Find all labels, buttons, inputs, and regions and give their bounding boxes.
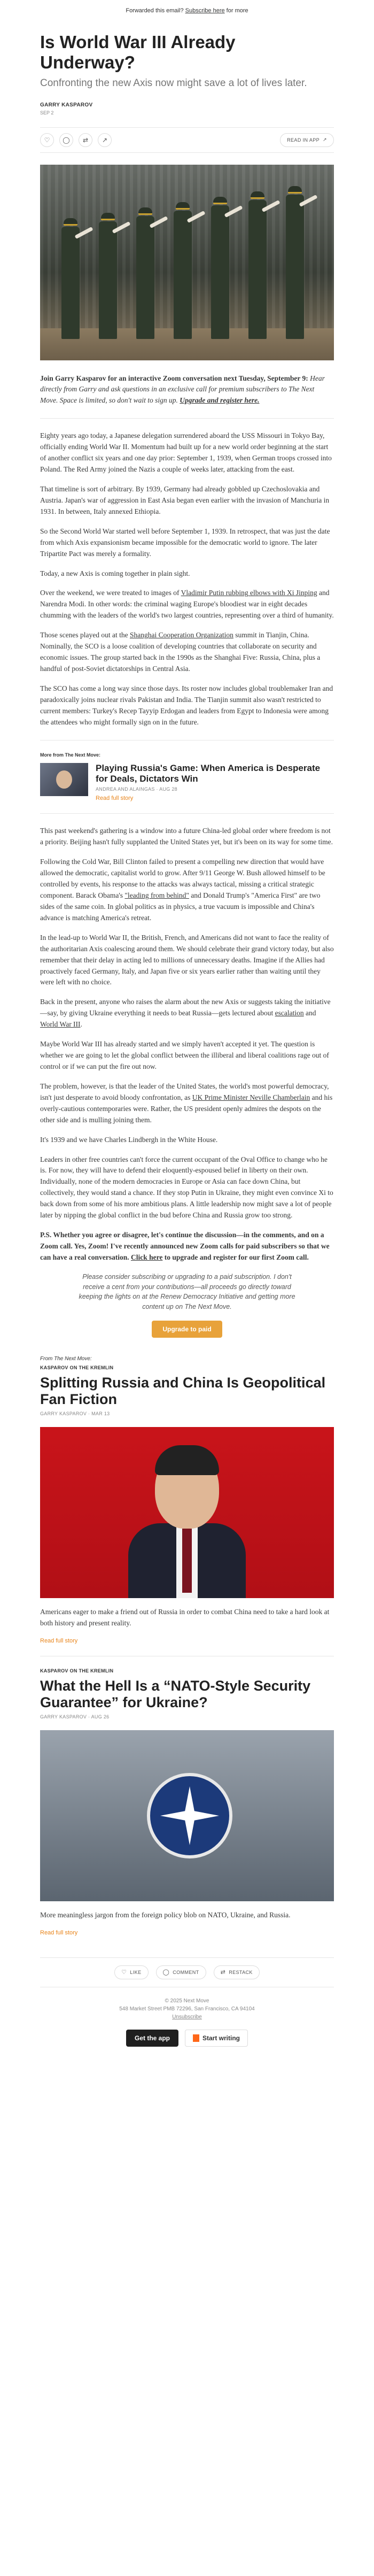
click-here-link[interactable]: Click here: [130, 1253, 163, 1261]
paragraph: Those scenes played out at the Shanghai Cooperation Organization summit in Tianjin, China. Nominally, the SCO is a loose coalition of developing countries that collaborate on security and economic issues. The group started back in the 1990s as the Shanghai Five: Russia, China, plus a handful of post-Soviet dictatorships in Central Asia.: [40, 631, 321, 673]
paragraph: Following the Cold War, Bill Clinton failed to present a compelling new direction that would have allowed the democratic, capitalist world to grow. After 9/11 George W. Bush allowed himself to be controlled by events, his response to the attacks was always tactical, missing a critical strategic component. Barack Obama's "leading from behind" and Donald Trump's "America First" are two sides of the same coin. In global politics as in physics, a true vacuum is impossible and China's advance is matching America's retreat.: [40, 858, 325, 922]
paragraph: In the lead-up to World War II, the British, French, and Americans did not want to face the reality of the authoritarian Axis coalescing around them. We should celebrate their grand victory today, but also remember that their delay in acting led to millions of unnecessary deaths. Imagine if the Allies had proactively faced Germany, Italy, and Japan five or six years earlier rather than waiting until they were left with no choice.: [40, 933, 334, 986]
related-post-description: More meaningless jargon from the foreign policy blob on NATO, Ukraine, and Russia.: [40, 1910, 291, 1919]
paragraph: Eighty years ago today, a Japanese delegation surrendered aboard the USS Missouri in Tokyo Bay, officially ending World War II. Momentum had built up for a new world order beginning at the start of another conflict six years and one day prior: September 1, 1939, when German troops crossed into Poland. The Red Army joined the Nazis a couple of weeks later, attacking from the east.: [40, 431, 332, 474]
recommended-thumbnail[interactable]: [40, 763, 88, 796]
read-in-app-button[interactable]: READ IN APP ↗: [280, 133, 334, 147]
subscribe-link[interactable]: Subscribe here: [185, 7, 225, 14]
related-post-meta: GARRY KASPAROV · AUG 26: [40, 1714, 110, 1719]
paragraph: Maybe World War III has already started and we simply haven't accepted it yet. The question is whether we are going to let the global conflict between the illiberal and liberal coalitions rage out of control or if we can put the fire out now.: [40, 1040, 329, 1070]
start-writing-button[interactable]: Start writing: [185, 2030, 248, 2047]
paragraph: This past weekend's gathering is a window into a future China-led global order where freedom is not a priority. Beijing hasn't fully supplanted the United States yet, but it's been on its way for some time.: [40, 827, 333, 846]
related-post-title[interactable]: What the Hell Is a “NATO-Style Security Guarantee” for Ukraine?: [40, 1677, 311, 1710]
share-icon[interactable]: ↗: [98, 133, 112, 147]
sco-link[interactable]: Shanghai Cooperation Organization: [129, 631, 233, 639]
restack-icon: ⇄: [220, 1969, 226, 1976]
related-post-meta: GARRY KASPAROV · MAR 13: [40, 1410, 110, 1416]
intro-paragraph: Join Garry Kasparov for an interactive Zoom conversation next Tuesday, September 9: Hear directly from Garry and ask questions in an exclusive call for premium subscribers to The Next Move. Space is limited, so don't wait to sign up. Upgrade and register here.: [40, 374, 325, 405]
paragraph: It's 1939 and we have Charles Lindbergh in the White House.: [40, 1135, 218, 1144]
escalation-link[interactable]: escalation: [275, 1009, 304, 1017]
world-war-iii-link[interactable]: World War III: [40, 1020, 81, 1029]
substack-logo-icon: [193, 2034, 199, 2042]
comment-button[interactable]: ◯ COMMENT: [156, 1965, 206, 1979]
footer-app-row: [40, 2030, 334, 2063]
paragraph: Today, a new Axis is coming together in plain sight.: [40, 569, 190, 577]
read-full-story-link[interactable]: Read full story: [40, 1637, 78, 1644]
post-actions-bar: [40, 127, 334, 153]
related-post[interactable]: From The Next Move: KASPAROV ON THE KREMLIN Splitting Russia and China Is Geopolitical Fan Fiction GARRY KASPAROV · MAR 13 Americans eager to make a friend out of Russia in order to combat China need to take a hard look at both history and present reality. Read full story: [40, 1356, 334, 1644]
recommended-post[interactable]: More from The Next Move: Playing Russia's Game: When America is Desperate for Deals, Dictators Win ANDREA AND ALAINGAS · AUG 28 Read full story: [40, 752, 334, 802]
ps-paragraph: P.S. Whether you agree or disagree, let's continue the discussion—in the comments, and on a Zoom call. Yes, Zoom! I've recently announced new Zoom calls for paid subscribers so that we can have a real conversation. Click here to upgrade and register for our first Zoom call.: [40, 1231, 330, 1261]
related-post[interactable]: [40, 1668, 334, 1936]
section-category[interactable]: KASPAROV ON THE KREMLIN: [40, 1668, 114, 1673]
paragraph: Back in the present, anyone who raises the alarm about the new Axis or suggests taking the initiative—say, by giving Ukraine everything it needs to beat Russia—gets lectured about escalation and World War III.: [40, 998, 331, 1029]
subscribe-cta-text: Please consider subscribing or upgrading to a paid subscription. I don't receive a cent from your contributions—all proceeds go directly toward keeping the lights on at the Renew Democracy Initiative and getting more content up on The Next Move.: [79, 1272, 295, 1311]
leading-from-behind-link[interactable]: "leading from behind": [124, 891, 189, 899]
chamberlain-link[interactable]: UK Prime Minister Neville Chamberlain: [192, 1093, 310, 1101]
paragraph: That timeline is sort of arbitrary. By 1939, Germany had already gobbled up Czechoslovakia and Austria. Japan's war of aggression in East Asia began even earlier with the invasion of Manchuria in 1931. In between, Italy annexed Ethiopia.: [40, 485, 330, 515]
comment-icon: ◯: [162, 1969, 170, 1976]
restack-button[interactable]: ⇄ RESTACK: [214, 1965, 260, 1979]
nato-star-icon: [160, 1786, 219, 1845]
related-post-description: Americans eager to make a friend out of Russia in order to combat China need to take a hard look at both history and present reality.: [40, 1607, 330, 1627]
paragraph: The SCO has come a long way since those days. Its roster now includes global troublemaker Iran and paradoxically joins nuclear rivals Pakistan and India. The Tianjin summit also wasn't restricted to current members: Turkey's Recep Tayyip Erdogan and leaders from Egypt to Indonesia were among the attendees who might formally sign on in the future.: [40, 684, 333, 726]
putin-xi-link[interactable]: Vladimir Putin rubbing elbows with Xi Jinping: [181, 589, 317, 597]
section-category[interactable]: KASPAROV ON THE KREMLIN: [40, 1364, 114, 1370]
restack-icon[interactable]: ⇄: [79, 133, 92, 147]
post-subtitle: Confronting the new Axis now might save a lot of lives later.: [40, 77, 307, 89]
unsubscribe-link[interactable]: Unsubscribe: [172, 2014, 202, 2020]
post-column: [40, 32, 334, 2063]
recommended-meta: ANDREA AND ALAINGAS · AUG 28: [96, 786, 177, 792]
heart-icon: ♡: [121, 1969, 127, 1976]
paragraph: The problem, however, is that the leader of the United States, the world's most powerful democracy, isn't just desperate to avoid bloody confrontation, as UK Prime Minister Neville Chamberlain and his overly-cautious contemporaries were. Rather, the US president openly admires the despots on the other side and is mulling joining them.: [40, 1082, 333, 1124]
arrow-right-icon: ↗: [323, 137, 327, 143]
footer-address: © 2025 Next Move 548 Market Street PMB 72296, San Francisco, CA 94104 Unsubscribe: [119, 1997, 255, 2020]
post-title[interactable]: Is World War III Already Underway?: [40, 32, 236, 72]
paragraph: So the Second World War started well before September 1, 1939. In retrospect, that was just the date from which Axis expansionism became impossible for the democratic world to ignore. The later Tripartite Pact was merely a formality.: [40, 527, 330, 558]
paragraph: Over the weekend, we were treated to images of Vladimir Putin rubbing elbows with Xi Jinping and Narendra Modi. In other words: the criminal waging Europe's bloodiest war in eight decades chumming with the leaders of the world's two largest countries, representing over a third of humanity.: [40, 589, 334, 620]
forwarded-note: Forwarded this email? Subscribe here for more: [126, 7, 248, 14]
nato-emblem-image[interactable]: [40, 1730, 334, 1901]
upgrade-to-paid-button[interactable]: Upgrade to paid: [152, 1321, 222, 1338]
like-button[interactable]: ♡ LIKE: [114, 1965, 148, 1979]
upgrade-register-link[interactable]: Upgrade and register here.: [180, 396, 260, 405]
author-name[interactable]: GARRY KASPAROV: [40, 102, 93, 108]
article-body-continued: [40, 826, 334, 1263]
paragraph: Leaders in other free countries can't force the current occupant of the Oval Office to change who he is. For now, they will have to defend their eloquently-espoused belief in liberty on their own. Individually, none of the modern democracies in Europe or Asia can face down China, but collectively, they would stand a chance. If they stop Putin in Ukraine, they might even convince Xi to back down from some of his more ambitious plans. A little leadership now might save a lot of people later by nipping the global conflict in the bud before China and Russia grow too strong.: [40, 1155, 333, 1220]
post-date: SEP 2: [40, 110, 54, 115]
article-body: [40, 373, 334, 728]
xi-jinping-image[interactable]: [40, 1427, 334, 1598]
get-the-app-button[interactable]: Get the app: [126, 2030, 178, 2047]
like-icon[interactable]: ♡: [40, 133, 54, 147]
comment-icon[interactable]: ◯: [59, 133, 73, 147]
related-post-title[interactable]: Splitting Russia and China Is Geopolitical Fan Fiction: [40, 1374, 326, 1407]
read-full-story-link[interactable]: Read full story: [96, 795, 134, 802]
read-full-story-link[interactable]: Read full story: [40, 1929, 78, 1936]
footer-actions-bar: [40, 1957, 334, 1987]
recommended-title[interactable]: Playing Russia's Game: When America is Desperate for Deals, Dictators Win: [96, 762, 321, 784]
hero-image[interactable]: [40, 165, 334, 360]
